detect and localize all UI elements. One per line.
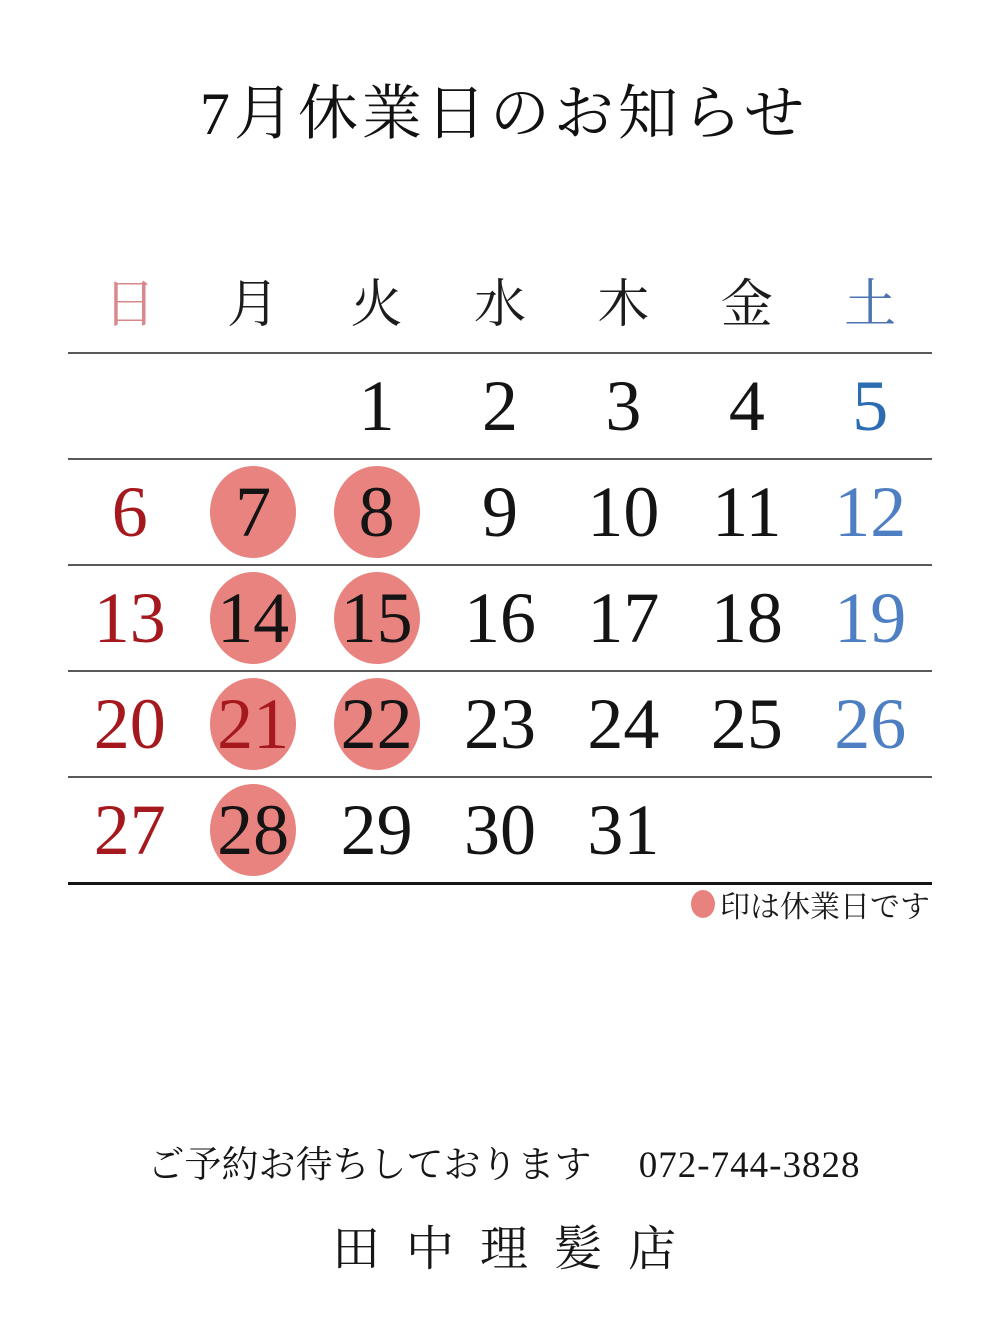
- day-number-23: 23: [463, 684, 536, 764]
- day-number-6: 6: [111, 472, 148, 552]
- day-number-3: 3: [605, 366, 642, 446]
- calendar-day-6: [68, 460, 191, 564]
- calendar-week-row: [68, 352, 932, 458]
- calendar-day-2: [438, 354, 561, 458]
- calendar-day-24: [562, 672, 685, 776]
- calendar-day-23: [438, 672, 561, 776]
- day-number-18: 18: [710, 578, 783, 658]
- day-number-1: 1: [358, 366, 395, 446]
- calendar-week-row: [68, 776, 932, 882]
- day-number-26: 26: [834, 684, 907, 764]
- legend-text: 印は休業日です: [720, 891, 930, 924]
- calendar-day-27: [68, 778, 191, 882]
- calendar-day-20: [68, 672, 191, 776]
- calendar-day-28: [191, 778, 314, 882]
- calendar-day-29: [315, 778, 438, 882]
- calendar-day-1: [315, 354, 438, 458]
- calendar-week-row: [68, 564, 932, 670]
- calendar-weeks: [68, 352, 932, 882]
- calendar-day-21: [191, 672, 314, 776]
- calendar-day-14: [191, 566, 314, 670]
- day-number-24: 24: [587, 684, 660, 764]
- calendar-day-30: [438, 778, 561, 882]
- day-number-31: 31: [587, 790, 660, 870]
- calendar-day-18: [685, 566, 808, 670]
- day-number-20: 20: [93, 684, 166, 764]
- calendar-day-26: [809, 672, 932, 776]
- day-number-29: 29: [340, 790, 413, 870]
- weekday-header-火: 火: [350, 276, 403, 334]
- closed-day-number-8: 8: [334, 466, 420, 558]
- closed-day-number-14: 14: [210, 572, 296, 664]
- day-number-11: 11: [712, 472, 782, 552]
- day-number-10: 10: [587, 472, 660, 552]
- day-number-13: 13: [93, 578, 166, 658]
- weekday-header-水: 水: [473, 276, 526, 334]
- calendar-day-10: [562, 460, 685, 564]
- weekday-header-row: [68, 246, 932, 352]
- calendar-day-15: [315, 566, 438, 670]
- weekday-header-日: 日: [103, 276, 156, 334]
- day-number-5: 5: [852, 366, 889, 446]
- calendar-day-17: [562, 566, 685, 670]
- closed-day-number-22: 22: [334, 678, 420, 770]
- calendar-day-7: [191, 460, 314, 564]
- reservation-message: ご予約お待ちしております: [147, 1145, 592, 1186]
- weekday-header-土: 土: [844, 276, 897, 334]
- day-number-12: 12: [834, 472, 907, 552]
- day-number-9: 9: [481, 472, 518, 552]
- calendar-day-13: [68, 566, 191, 670]
- calendar-day-22: [315, 672, 438, 776]
- day-number-2: 2: [481, 366, 518, 446]
- calendar-empty-cell: [685, 778, 808, 882]
- weekday-header-木: 木: [597, 276, 650, 334]
- calendar-day-12: [809, 460, 932, 564]
- day-number-19: 19: [834, 578, 907, 658]
- calendar-empty-cell: [68, 354, 191, 458]
- closed-day-number-15: 15: [334, 572, 420, 664]
- calendar-day-5: [809, 354, 932, 458]
- calendar-day-4: [685, 354, 808, 458]
- day-number-4: 4: [728, 366, 765, 446]
- closed-day-number-28: 28: [210, 784, 296, 876]
- calendar-week-row: [68, 670, 932, 776]
- calendar-day-9: [438, 460, 561, 564]
- calendar-day-31: [562, 778, 685, 882]
- shop-name: 田中理髪店: [331, 1223, 702, 1276]
- day-number-17: 17: [587, 578, 660, 658]
- closed-day-legend: [691, 882, 930, 926]
- calendar-day-25: [685, 672, 808, 776]
- closed-day-number-7: 7: [210, 466, 296, 558]
- day-number-30: 30: [463, 790, 536, 870]
- calendar-day-16: [438, 566, 561, 670]
- day-number-16: 16: [463, 578, 536, 658]
- closed-day-marker-icon: [691, 890, 715, 918]
- calendar: [68, 246, 932, 885]
- weekday-header-金: 金: [720, 276, 773, 334]
- calendar-week-row: [68, 458, 932, 564]
- phone-number: 072-744-3828: [638, 1145, 861, 1186]
- calendar-day-11: [685, 460, 808, 564]
- closed-day-number-21: 21: [210, 678, 296, 770]
- weekday-header-月: 月: [227, 276, 280, 334]
- calendar-empty-cell: [809, 778, 932, 882]
- calendar-day-8: [315, 460, 438, 564]
- reservation-line: [0, 1134, 1008, 1188]
- calendar-day-19: [809, 566, 932, 670]
- calendar-day-3: [562, 354, 685, 458]
- page-title: 7月休業日のお知らせ: [199, 81, 809, 147]
- calendar-empty-cell: [191, 354, 314, 458]
- day-number-25: 25: [710, 684, 783, 764]
- day-number-27: 27: [93, 790, 166, 870]
